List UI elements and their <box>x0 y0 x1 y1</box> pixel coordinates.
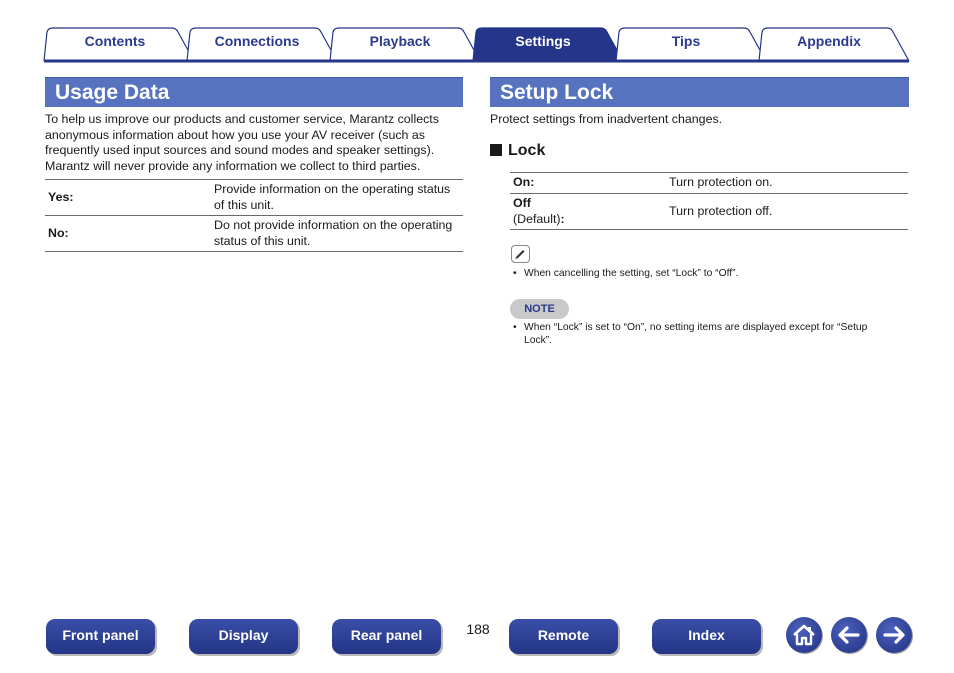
option-key <box>510 194 669 230</box>
table-row <box>510 194 908 230</box>
option-value: Turn protection on. <box>669 173 908 194</box>
home-button[interactable] <box>786 617 822 653</box>
remote-button[interactable]: Remote <box>509 619 618 654</box>
forward-button[interactable] <box>876 617 912 653</box>
option-key: Yes: <box>45 180 214 216</box>
pencil-glyph <box>512 246 528 261</box>
index-button[interactable]: Index <box>652 619 761 654</box>
option-key-name: Off <box>513 196 531 210</box>
option-value: Do not provide information on the operating status of this unit. <box>214 216 463 252</box>
table-row <box>45 216 463 252</box>
option-key: No: <box>45 216 214 252</box>
back-arrow-icon <box>831 617 867 653</box>
tab-shapes <box>0 0 954 64</box>
rear-panel-button[interactable]: Rear panel <box>332 619 441 654</box>
front-panel-button[interactable]: Front panel <box>46 619 155 654</box>
tab-settings[interactable]: Settings <box>515 33 571 49</box>
note-badge: NOTE <box>510 299 569 319</box>
usage-data-description: To help us improve our products and customer service, Marantz collects anonymous information about how you use your AV receiver (such as frequently used input sources and sound modes and speaker settings). Marantz will never provide any information we collect to third parties. <box>45 112 439 173</box>
option-value: Provide information on the operating status of this unit. <box>214 180 463 216</box>
lock-subheading <box>490 142 545 160</box>
setup-lock-intro: Protect settings from inadvertent changes. <box>490 112 723 126</box>
tip-text: When cancelling the setting, set “Lock” to “Off”. <box>524 268 739 279</box>
square-bullet-icon <box>490 144 502 156</box>
note-bullet <box>513 321 898 347</box>
note-text: When “Lock” is set to “On”, no setting items are displayed except for “Setup Lock”. <box>524 322 868 346</box>
tab-playback[interactable]: Playback <box>369 33 431 49</box>
bullet-dot: • <box>513 322 517 333</box>
tab-appendix[interactable]: Appendix <box>797 33 861 49</box>
tab-connections[interactable]: Connections <box>214 33 300 49</box>
option-value: Turn protection off. <box>669 194 908 230</box>
tab-contents[interactable]: Contents <box>84 33 146 49</box>
usage-data-table <box>45 179 463 252</box>
bullet-dot: • <box>513 268 517 279</box>
lock-table <box>510 172 908 230</box>
table-row <box>45 180 463 216</box>
back-button[interactable] <box>831 617 867 653</box>
pencil-icon <box>511 245 530 263</box>
option-key-colon: : <box>560 211 565 226</box>
lock-subheading-label: Lock <box>508 142 546 159</box>
display-button[interactable]: Display <box>189 619 298 654</box>
setup-lock-title: Setup Lock <box>490 77 909 107</box>
option-key: On: <box>510 173 669 194</box>
tab-tips[interactable]: Tips <box>671 33 701 49</box>
page-number: 188 <box>466 621 490 637</box>
tip-bullet <box>513 267 909 280</box>
tab-bar <box>0 0 954 64</box>
usage-data-title: Usage Data <box>45 77 463 107</box>
table-row <box>510 173 908 194</box>
forward-arrow-icon <box>876 617 912 653</box>
home-icon <box>786 617 822 653</box>
option-key-default: (Default) <box>513 211 561 226</box>
